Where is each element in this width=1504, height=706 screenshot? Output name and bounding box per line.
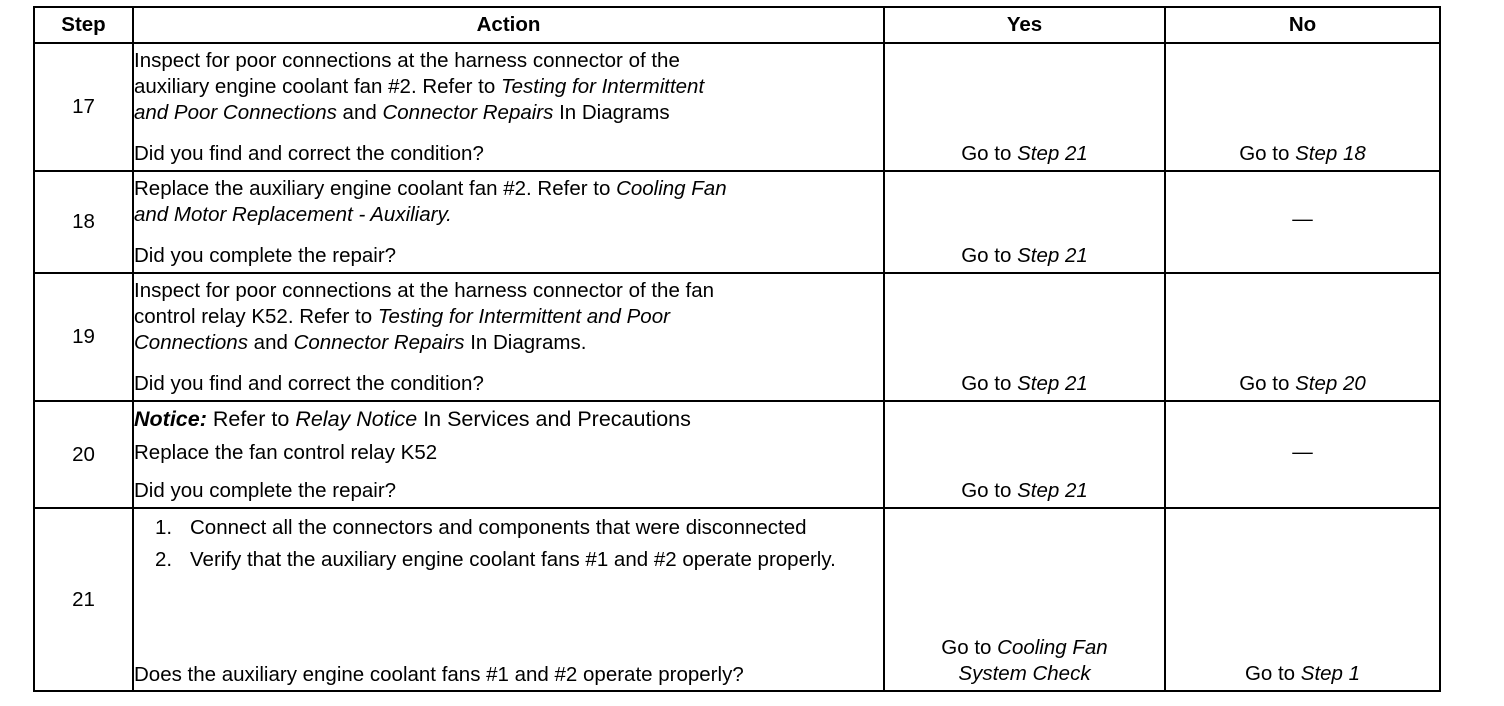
- reference-link[interactable]: Connector Repairs: [382, 101, 554, 124]
- action-cell: [133, 273, 884, 401]
- step-number: 18: [34, 171, 133, 273]
- header-action: Action: [133, 7, 884, 43]
- reference-link[interactable]: Connector Repairs: [293, 331, 465, 354]
- action-cell: [133, 508, 884, 691]
- list-item-text: Connect all the connectors and components that were disconnected: [190, 516, 807, 539]
- goto-step-link[interactable]: Step 18: [1295, 142, 1366, 165]
- goto-link[interactable]: System Check: [958, 662, 1091, 685]
- action-text: and: [336, 101, 383, 124]
- notice-line: [134, 406, 883, 432]
- goto-text: Go to: [961, 372, 1018, 395]
- action-text: Refer to: [206, 407, 296, 431]
- yes-cell: [884, 171, 1165, 273]
- yes-cell: [884, 401, 1165, 508]
- goto-text: Go to: [1239, 142, 1296, 165]
- question-text: Did you find and correct the condition?: [134, 142, 484, 165]
- yes-cell: [884, 43, 1165, 171]
- sub-step-list: [134, 515, 883, 579]
- yes-answer[interactable]: [885, 635, 1164, 687]
- question-text: Did you complete the repair?: [134, 479, 397, 502]
- goto-step-link[interactable]: Step 21: [1017, 142, 1088, 165]
- reference-link[interactable]: and Poor Connections: [134, 101, 337, 124]
- table-row-step-19: [34, 273, 1440, 401]
- no-cell: [1165, 508, 1440, 691]
- no-cell: [1165, 401, 1440, 508]
- action-text: Inspect for poor connections at the harness connector of the fan: [134, 279, 715, 302]
- goto-step-link[interactable]: Step 21: [1017, 244, 1088, 267]
- step-number: 19: [34, 273, 133, 401]
- goto-step-link[interactable]: Step 1: [1300, 662, 1361, 685]
- yes-answer[interactable]: [885, 141, 1164, 167]
- no-cell: [1165, 171, 1440, 273]
- no-cell: [1165, 273, 1440, 401]
- step-number: 20: [34, 401, 133, 508]
- action-text: auxiliary engine coolant fan #2. Refer to: [134, 75, 501, 98]
- action-text: and: [247, 331, 294, 354]
- reference-link[interactable]: Cooling Fan: [616, 177, 727, 200]
- action-text: In Diagrams: [553, 101, 670, 124]
- goto-step-link[interactable]: Step 21: [1017, 479, 1088, 502]
- header-no: No: [1165, 7, 1440, 43]
- action-text: In Diagrams.: [464, 331, 587, 354]
- question-text: Did you find and correct the condition?: [134, 372, 484, 395]
- yes-cell: [884, 273, 1165, 401]
- table-row-step-21: [34, 508, 1440, 691]
- list-item: [155, 515, 883, 541]
- no-cell: [1165, 43, 1440, 171]
- goto-step-link[interactable]: Step 21: [1017, 372, 1088, 395]
- step-number: 17: [34, 43, 133, 171]
- action-text: Replace the fan control relay K52: [134, 441, 438, 464]
- goto-text: Go to: [1244, 662, 1301, 685]
- goto-text: Go to: [961, 142, 1018, 165]
- goto-link[interactable]: Cooling Fan: [997, 636, 1108, 659]
- yes-answer[interactable]: [885, 243, 1164, 269]
- no-answer[interactable]: [1166, 661, 1439, 687]
- action-text: Replace the auxiliary engine coolant fan #2. Refer to: [134, 177, 617, 200]
- goto-text: Go to: [961, 479, 1018, 502]
- action-cell: [133, 171, 884, 273]
- action-cell: [133, 401, 884, 508]
- goto-text: Go to: [941, 636, 998, 659]
- no-answer[interactable]: [1166, 371, 1439, 397]
- list-item-text: Verify that the auxiliary engine coolant fans #1 and #2 operate properly.: [190, 548, 836, 571]
- question-text: Does the auxiliary engine coolant fans #1 and #2 operate properly?: [134, 663, 744, 686]
- action-text: In Services and Precautions: [417, 407, 691, 431]
- no-answer-dash: —: [1292, 207, 1313, 231]
- question-text: Did you complete the repair?: [134, 244, 397, 267]
- yes-answer[interactable]: [885, 371, 1164, 397]
- action-text: control relay K52. Refer to: [134, 305, 378, 328]
- reference-link[interactable]: Relay Notice: [295, 407, 418, 431]
- list-number: 1.: [155, 516, 173, 539]
- goto-step-link[interactable]: Step 20: [1295, 372, 1366, 395]
- goto-text: Go to: [1239, 372, 1296, 395]
- table-row-step-18: [34, 171, 1440, 273]
- list-number: 2.: [155, 548, 173, 571]
- reference-link[interactable]: Testing for Intermittent: [500, 75, 705, 98]
- header-row: [34, 7, 1440, 43]
- no-answer[interactable]: [1166, 141, 1439, 167]
- header-yes: Yes: [884, 7, 1165, 43]
- yes-cell: [884, 508, 1165, 691]
- notice-label: Notice:: [134, 407, 207, 431]
- reference-link[interactable]: Connections: [134, 331, 248, 354]
- header-step: Step: [34, 7, 133, 43]
- reference-link[interactable]: and Motor Replacement - Auxiliary.: [134, 203, 452, 226]
- action-cell: [133, 43, 884, 171]
- reference-link[interactable]: Testing for Intermittent and Poor: [377, 305, 670, 328]
- step-number: 21: [34, 508, 133, 691]
- table-row-step-17: [34, 43, 1440, 171]
- table-row-step-20: [34, 401, 1440, 508]
- yes-answer[interactable]: [885, 478, 1164, 504]
- diagnostic-table: [33, 6, 1441, 692]
- goto-text: Go to: [961, 244, 1018, 267]
- action-text: Inspect for poor connections at the harness connector of the: [134, 49, 680, 72]
- no-answer-dash: —: [1292, 439, 1313, 463]
- list-item: [155, 547, 883, 573]
